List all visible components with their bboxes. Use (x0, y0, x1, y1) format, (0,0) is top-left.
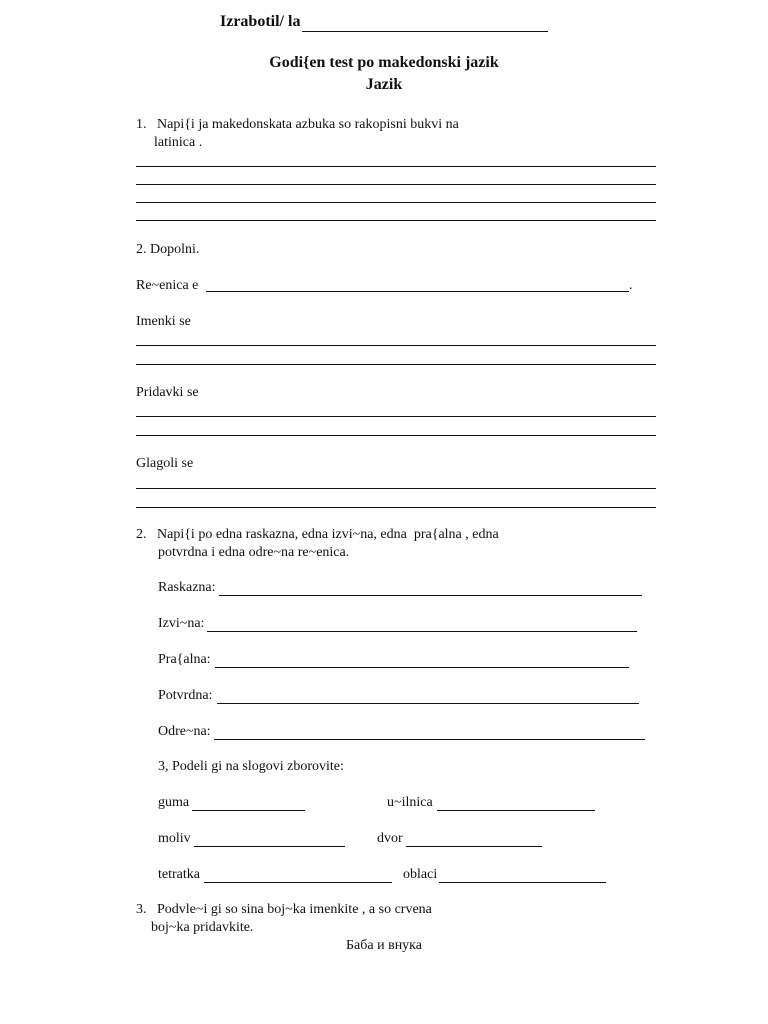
q2-heading: 2. Dopolni. (136, 242, 200, 257)
answer-line (215, 667, 629, 668)
word-oblaci: oblaci (403, 867, 438, 882)
q1-instruction-cont: latinica . (154, 135, 203, 150)
answer-line (136, 220, 656, 221)
raskazna-label: Raskazna: (158, 580, 216, 595)
izvicna-label: Izvi~na: (158, 616, 205, 631)
answer-line (136, 202, 656, 203)
prasalna-label: Pra{alna: (158, 652, 211, 667)
q3-instruction: 2. Napi{i po edna raskazna, edna izvi~na, edna pra{alna , edna (136, 527, 499, 542)
answer-line (136, 166, 656, 167)
word-ucilnica: u~ilnica (387, 795, 433, 810)
answer-line (204, 882, 392, 883)
imenki-label: Imenki se (136, 314, 191, 329)
answer-line (136, 507, 656, 508)
recenica-period: . (629, 278, 633, 293)
test-subtitle: Jazik (365, 76, 403, 93)
answer-line (136, 345, 656, 346)
word-tetratka: tetratka (158, 867, 200, 882)
q1-instruction: 1. Napi{i ja makedonskata azbuka so rakopisni bukvi na (136, 117, 459, 132)
answer-line (439, 882, 606, 883)
answer-line (136, 416, 656, 417)
test-title: Godi{en test po makedonski jazik (269, 54, 499, 71)
author-name-line (302, 31, 548, 32)
answer-line (136, 435, 656, 436)
answer-line (192, 810, 305, 811)
q5-instruction: 3. Podvle~i gi so sina boj~ka imenkite , a so crvena (136, 902, 432, 917)
answer-line (217, 703, 639, 704)
odrecna-label: Odre~na: (158, 724, 211, 739)
answer-line (207, 631, 637, 632)
answer-line (214, 739, 645, 740)
potvrdna-label: Potvrdna: (158, 688, 213, 703)
answer-line (437, 810, 595, 811)
answer-line (406, 846, 542, 847)
answer-line (136, 364, 656, 365)
pridavki-label: Pridavki se (136, 385, 199, 400)
q3-instruction-cont: potvrdna i edna odre~na re~enica. (158, 545, 350, 560)
q5-instruction-cont: boj~ka pridavkite. (151, 920, 254, 935)
answer-line (136, 184, 656, 185)
word-dvor: dvor (377, 831, 403, 846)
recenica-label: Re~enica e (136, 278, 199, 293)
answer-line (194, 846, 345, 847)
author-label: Izrabotil/ la (220, 13, 301, 30)
answer-line (136, 488, 656, 489)
q4-heading: 3, Podeli gi na slogovi zborovite: (158, 759, 344, 774)
glagoli-label: Glagoli se (136, 456, 194, 471)
recenica-answer-line (206, 291, 629, 292)
answer-line (219, 595, 642, 596)
story-title: Баба и внука (346, 938, 422, 953)
word-moliv: moliv (158, 831, 191, 846)
word-guma: guma (158, 795, 190, 810)
